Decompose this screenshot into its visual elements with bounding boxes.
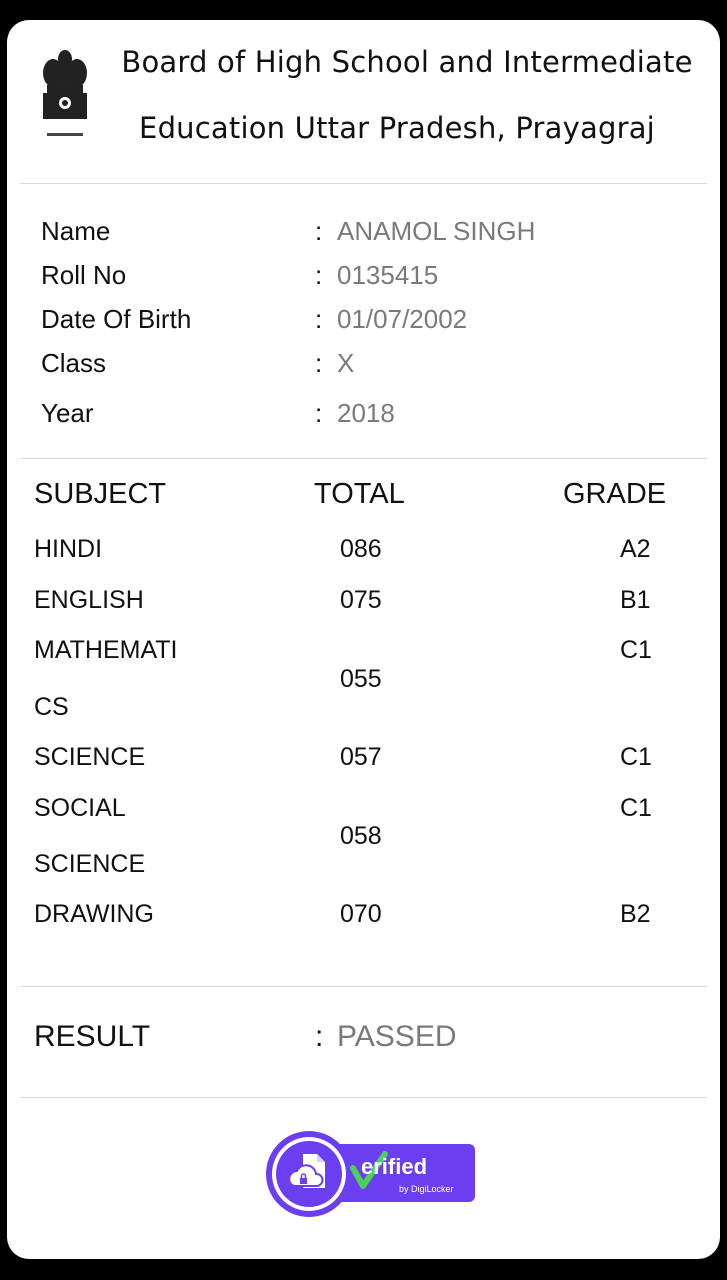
year-colon: :	[315, 398, 323, 428]
grade-cell: B1	[620, 586, 651, 614]
name-colon: :	[315, 216, 323, 246]
result-card	[7, 20, 720, 1259]
year-label: Year	[41, 398, 94, 428]
grade-cell: C1	[620, 636, 652, 664]
board-title-line2: Education Uttar Pradesh, Prayagraj	[139, 111, 655, 145]
divider	[20, 183, 707, 184]
result-label: RESULT	[34, 1020, 151, 1053]
subject-cell: ENGLISH	[34, 586, 144, 614]
roll-no-value: 0135415	[337, 260, 439, 290]
class-label: Class	[41, 348, 107, 378]
name-label: Name	[41, 216, 111, 246]
dob-colon: :	[315, 304, 323, 334]
total-cell: 086	[340, 535, 382, 563]
grade-cell: C1	[620, 794, 652, 822]
verified-text: erified	[361, 1154, 428, 1179]
board-title-line1: Board of High School and Intermediate	[121, 45, 693, 79]
grade-cell: B2	[620, 900, 651, 928]
total-cell: 058	[340, 822, 382, 850]
subject-cell: SOCIAL	[34, 794, 126, 822]
digilocker-subtext: by DigiLocker	[399, 1184, 454, 1194]
subject-cell: MATHEMATI	[34, 636, 178, 664]
dob-value: 01/07/2002	[337, 304, 468, 334]
result-colon: :	[315, 1020, 324, 1053]
total-cell: 057	[340, 743, 382, 771]
divider	[20, 1097, 707, 1098]
verified-by-digilocker-badge[interactable]	[265, 1130, 477, 1218]
year-value: 2018	[337, 398, 395, 428]
result-value: PASSED	[337, 1020, 457, 1053]
subject-header: SUBJECT	[34, 478, 167, 510]
roll-no-colon: :	[315, 260, 323, 290]
roll-no-label: Roll No	[41, 260, 127, 290]
subject-cell: HINDI	[34, 535, 103, 563]
dob-label: Date Of Birth	[41, 304, 192, 334]
subject-cell: SCIENCE	[34, 743, 146, 771]
national-emblem-icon	[39, 45, 91, 155]
cloud-document-lock-icon	[283, 1148, 335, 1200]
divider	[20, 458, 707, 459]
subject-cell-wrap: SCIENCE	[34, 850, 146, 878]
grade-cell: A2	[620, 535, 651, 563]
class-colon: :	[315, 348, 323, 378]
name-value: ANAMOL SINGH	[337, 216, 536, 246]
class-value: X	[337, 348, 355, 378]
subject-cell-wrap: CS	[34, 693, 69, 721]
divider	[20, 986, 707, 987]
grade-header: GRADE	[563, 478, 667, 510]
total-cell: 070	[340, 900, 382, 928]
total-cell: 055	[340, 665, 382, 693]
grade-cell: C1	[620, 743, 652, 771]
total-header: TOTAL	[314, 478, 405, 510]
total-cell: 075	[340, 586, 382, 614]
subject-cell: DRAWING	[34, 900, 154, 928]
